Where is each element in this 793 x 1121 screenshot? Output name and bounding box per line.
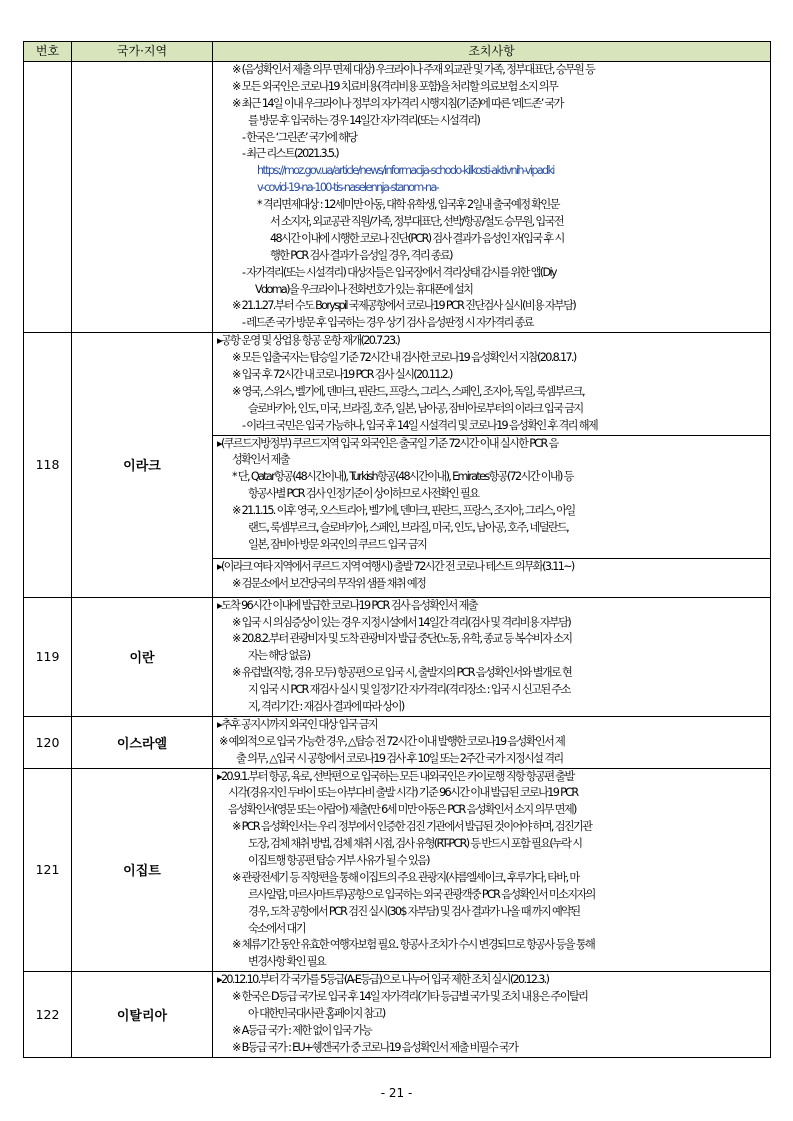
country-name bbox=[72, 62, 213, 333]
measure-line: ▸도착 96시간 이내에 발급한 코로나19 PCR 검사 음성확인서 제출 bbox=[217, 598, 477, 612]
measure-line: - 최근 리스트(2021.3.5.) bbox=[242, 147, 338, 161]
measure-line: 행한 PCR 검사 결과가 음성일 경우, 격리 종료) bbox=[270, 248, 452, 262]
measure-line: ※ 영국, 스위스, 벨기에, 덴마크, 핀란드, 프랑스, 그리스, 스페인, 조지아, 독일, 룩셈부르크, bbox=[232, 384, 584, 398]
measure-line: 를 방문 후 입국하는 경우 14일간 자가격리(또는 시설격리) bbox=[248, 113, 480, 127]
row-number: 120 bbox=[24, 716, 72, 768]
header-measures: 조치사항 bbox=[213, 42, 771, 62]
measure-block bbox=[213, 558, 770, 597]
table-row bbox=[24, 716, 771, 768]
header-country: 국가·지역 bbox=[72, 42, 213, 62]
reference-link[interactable]: v-covid-19-na-100-tis-naselennja-stanom-na- bbox=[257, 181, 439, 195]
table-row bbox=[24, 597, 771, 716]
measure-line: Vdoma)을 우크라이나 전화번호가 있는 휴대폰에 설치 bbox=[255, 282, 473, 296]
measure-block bbox=[213, 62, 770, 332]
measure-line: 항공사별 PCR 검사 인정기준이 상이하므로 사전확인 필요 bbox=[248, 487, 479, 501]
measure-line: - 이라크 국민은 입국 가능하나, 입국 후 14일 시설격리 및 코로나19 음성확인 후 격리 해제 bbox=[242, 418, 598, 432]
measure-line: 서 소지자, 외교공관 직원/가족, 정부대표단, 선박/항공/철도 승무원, 입국전 bbox=[270, 215, 563, 229]
measure-line: ※ 입국 시 의심증상이 있는 경우 지정시설에서 14일간 격리(검사 및 격리비용 자부담) bbox=[232, 615, 571, 629]
measure-line: - 한국은 ‘그린존’ 국가에 해당 bbox=[242, 130, 357, 144]
measure-line: 일본, 잠비아 방문 외국인의 쿠르드 입국 금지 bbox=[248, 537, 427, 551]
measures-cell bbox=[213, 62, 771, 333]
measure-line: - 레드존 국가 방문 후 입국하는 경우 상기 검사 음성판정 시 자가격리 종료 bbox=[242, 316, 533, 330]
measure-line: ※ 21.1.27.부터 수도 Boryspil 국제공항에서 코로나19 PCR 진단검사 실시(비용 자부담) bbox=[232, 299, 576, 313]
measure-line: 슬로바키아, 인도, 미국, 브라질, 호주, 일본, 남아공, 잠비아로부터의 이라크 입국 금지 bbox=[248, 401, 583, 415]
measure-line: * 단, Qatar항공(48시간이내), Turkish항공(48시간이내), Emirates항공(72시간 이내) 등 bbox=[232, 470, 573, 484]
measures-cell bbox=[213, 597, 771, 716]
measure-line: 성확인서 제출 bbox=[232, 453, 289, 467]
row-number: 121 bbox=[24, 768, 72, 972]
measure-line: 출 의무, △입국 시 공항에서 코로나19 검사 후 10일 또는 2주간 국가 지정시설 격리 bbox=[236, 751, 563, 765]
measure-line: ※ 한국은 D등급 국가로 입국 후 14일 자가격리(기타 등급별 국가 및 조치 내용은 주이탈리 bbox=[232, 990, 588, 1004]
measure-line: 이집트행 항공편 탑승 거부 사유가 될 수 있음) bbox=[248, 853, 429, 867]
measure-line: ▸20.9.1.부터 항공, 육로, 선박편으로 입국하는 모든 내외국인은 카이로행 직항 항공편 출발 bbox=[217, 769, 574, 783]
row-number: 118 bbox=[24, 333, 72, 597]
country-name: 이라크 bbox=[72, 333, 213, 597]
row-number bbox=[24, 62, 72, 333]
measure-line: ※ 입국 후 72시간 내 코로나19 PCR 검사 실시(20.11.2.) bbox=[232, 368, 452, 382]
measure-line: 랜드, 룩셈부르크, 슬로바키아, 스페인, 브라질, 미국, 인도, 남아공, 호주, 네덜란드, bbox=[248, 521, 569, 535]
measure-line: ※ 모든 외국인은 코로나19 치료비용(격리비용 포함)을 처리할 의료보험 소지 의무 bbox=[232, 79, 558, 93]
measure-block bbox=[213, 769, 770, 972]
table-row bbox=[24, 62, 771, 333]
measure-line: ▸(이라크 여타 지역에서 쿠르드 지역 여행시) 출발 72시간 전 코로나 테스트 의무화(3.11~) bbox=[217, 559, 574, 573]
measure-line: 48시간 이내에 시행한 코로나 진단(PCR) 검사 결과가 음성인 자(입국 후 시 bbox=[270, 231, 564, 245]
measure-line: ▸20.12.10.부터 각 국가를 5등급(A-E등급)으로 나누어 입국 제한 조치 실시(20.12.3.) bbox=[217, 973, 549, 987]
country-name: 이스라엘 bbox=[72, 716, 213, 768]
page-number: - 21 - bbox=[380, 1086, 413, 1100]
measures-cell bbox=[213, 716, 771, 768]
measure-block bbox=[213, 598, 770, 716]
measure-line: ※ (음성확인서 제출 의무 면제 대상) 우크라이나 주재 외교관 및 가족, 정부대표단, 승무원 등 bbox=[232, 63, 595, 76]
measure-line: ▸(쿠르드지방정부) 쿠르드지역 입국 외국인은 출국일 기준 72시간 이내 실시한 PCR 음 bbox=[217, 436, 558, 450]
measure-line: 지 입국 시 PCR 재검사 실시 및 일정기간 자가격리(격리장소 : 입국 시 신고된 주소 bbox=[248, 683, 570, 697]
reference-link[interactable]: https://moz.gov.ua/article/news/informacija-schodo-kilkosti-aktivnih-vipadki bbox=[257, 164, 554, 178]
measure-block bbox=[213, 435, 770, 558]
measure-line: ※ 예외적으로 입국 가능한 경우, △탑승 전 72시간 이내 발행한 코로나19 음성확인서 제 bbox=[219, 734, 565, 748]
measure-line: ※ 20.8.2.부터 관광비자 및 도착 관광비자 발급 중단(노동, 유학, 종교 등 복수비자 소지 bbox=[232, 632, 572, 646]
measure-line: 음성확인서(영문 또는 아랍어) 제출(만 6세 미만 아동은 PCR 음성확인서 소지 의무 면제) bbox=[228, 803, 576, 817]
measure-line: 경우, 도착 공항에서 PCR 검진 실시(30$ 자부담) 및 검사 결과가 나올 때 까지 예약된 bbox=[248, 904, 580, 918]
measure-line: 시각(경유지인 두바이 또는 아부다비 출발 시각) 기준 96시간 이내 발급된 코로나19 PCR bbox=[228, 786, 578, 800]
measure-line: ※ 유럽발(직항, 경유 모두) 항공편으로 입국 시, 출발지의 PCR 음성확인서와 별개로 현 bbox=[232, 666, 572, 680]
measure-line: ※ 모든 입출국자는 탑승일 기준 72시간 내 검사한 코로나19 음성확인서 지참(20.8.17.) bbox=[232, 351, 576, 365]
measure-line: ※ 체류기간 동안 유효한 여행자보험 필요. 항공사 조치가 수시 변경되므로 항공사 등을 통해 bbox=[232, 938, 595, 952]
measure-block bbox=[213, 333, 770, 434]
measure-line: ▸공항 운영 및 상업용 항공 운항 재개(20.7.23.) bbox=[217, 334, 400, 348]
measure-line: ※ 최근 14일 이내 우크라이나 정부의 자가격리 시행지침(기준)에 따른 ‘레드존’ 국가 bbox=[232, 96, 563, 110]
country-name: 이집트 bbox=[72, 768, 213, 972]
measure-line: 지, 격리기간 : 재검사 결과에 따라 상이) bbox=[248, 699, 404, 713]
measure-line: ※ PCR 음성확인서는 우리 정부에서 인증한 검진 기관에서 발급된 것이어야 하며, 검진기관 bbox=[232, 820, 592, 834]
table-row bbox=[24, 768, 771, 972]
measure-line: 아 대한민국대사관 홈페이지 참고) bbox=[248, 1006, 385, 1020]
country-name: 이탈리아 bbox=[72, 972, 213, 1057]
table-header-row bbox=[24, 42, 771, 62]
measure-block bbox=[213, 717, 770, 768]
measure-line: ※ A등급 국가 : 제한 없이 입국 가능 bbox=[232, 1023, 372, 1037]
measures-cell bbox=[213, 333, 771, 597]
measures-cell bbox=[213, 768, 771, 972]
measure-line: ※ 21.1.15. 이후 영국, 오스트리아, 벨기에, 덴마크, 핀란드, 프랑스, 조지아, 그리스, 아일 bbox=[232, 504, 575, 518]
row-number: 119 bbox=[24, 597, 72, 716]
measure-line: ※ 검문소에서 보건당국의 무작위 샘플 채취 예정 bbox=[232, 576, 426, 590]
country-name: 이란 bbox=[72, 597, 213, 716]
table-row bbox=[24, 972, 771, 1057]
measures-table bbox=[23, 41, 771, 1058]
table-row bbox=[24, 333, 771, 597]
measures-cell bbox=[213, 972, 771, 1057]
measure-line: 도장, 검체 채취 방법, 검체 채취 시점, 검사 유형(RT-PCR) 등 반드시 포함 필요(누락 시 bbox=[248, 837, 582, 851]
measure-line: - 자가격리(또는 시설격리) 대상자들은 입국장에서 격리상태 감시를 위한 앱(Diy bbox=[242, 265, 556, 279]
measure-line: 자는 해당 없음) bbox=[248, 649, 310, 663]
measure-line: ※ 관광전세기 등 직항편을 통해 이집트의 주요 관광지(샤름엘셰이크, 후루가다, 타바, 마 bbox=[232, 870, 579, 884]
measure-line: * 격리면제대상 : 12세미만 아동, 대학 유학생, 입국후 2일내 출국예정 확인문 bbox=[257, 198, 559, 212]
measure-block bbox=[213, 972, 770, 1056]
measure-line: 변경사항 확인 필요 bbox=[248, 955, 326, 969]
measure-line: 르사알람, 마르사마트루)공항으로 입국하는 외국 관광객중 PCR 음성확인서 미소지자의 bbox=[248, 887, 595, 901]
measure-line: 숙소에서 대기 bbox=[248, 921, 305, 935]
row-number: 122 bbox=[24, 972, 72, 1057]
measure-line: ※ B등급 국가 : EU+쉥겐국가 중 코로나19 음성확인서 제출 비필수 국가 bbox=[232, 1040, 518, 1054]
measure-line: ▸추후 공지시까지 외국인 대상 입국 금지 bbox=[217, 717, 378, 731]
header-num: 번호 bbox=[24, 42, 72, 62]
